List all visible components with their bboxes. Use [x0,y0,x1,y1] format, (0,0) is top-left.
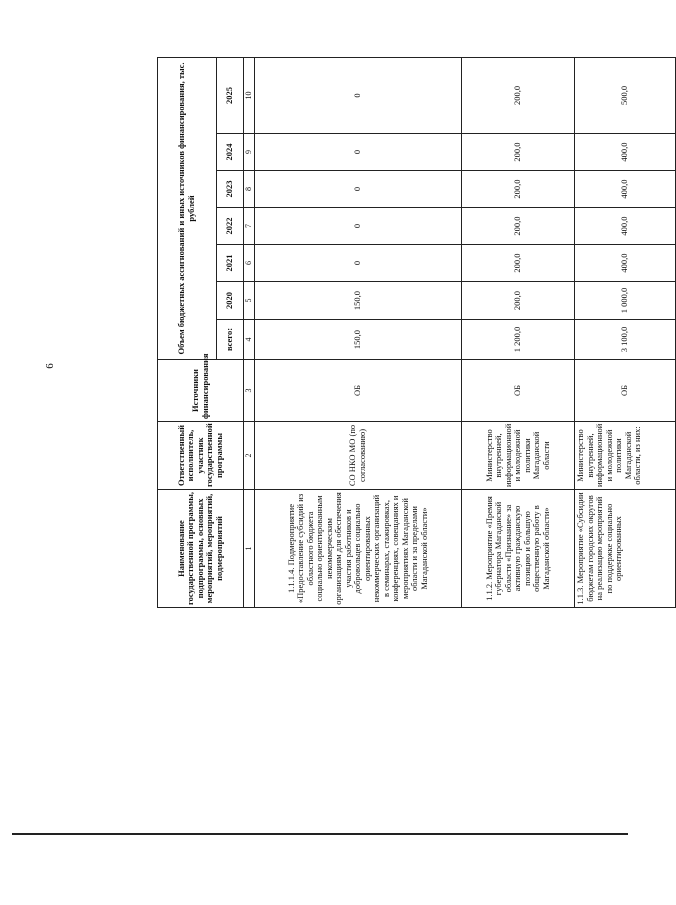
header-source: Источники финансирования [158,360,244,422]
budget-table [157,57,676,608]
row-executor: Министерство внутренней, информационной и молодежной политики Магаданской области [462,422,575,490]
table-row [462,57,575,607]
header-total: всего: [217,320,244,360]
column-number: 4 [244,320,255,360]
column-number: 10 [244,57,255,133]
row-executor: Министерство внутренней, информационной и молодежной политики Магаданской области, из них: [575,422,676,490]
row-value-2025: 0 [255,57,462,133]
row-value-2025: 500,0 [575,57,676,133]
row-value-2021: 200,0 [462,245,575,282]
row-value-2022: 200,0 [462,208,575,245]
header-year-2021: 2021 [217,245,244,282]
column-number: 5 [244,282,255,320]
column-number: 7 [244,208,255,245]
column-number: 9 [244,134,255,171]
row-total: 150,0 [255,320,462,360]
row-value-2024: 400,0 [575,134,676,171]
row-executor: СО НКО МО (по согласованию) [255,422,462,490]
header-name: Наименование государственной программы, подпрограммы, основных мероприятий, мероприятий, подмероприятий [158,490,244,608]
column-number: 8 [244,171,255,208]
row-name: 1.1.1.4. Подмероприятие «Предоставление субсидий из областного бюджета социально ориентированным некоммерческим организациям для обеспечения участия работников и добровольцев социально ориентированных некоммерческих организаций в семинарах, стажировках, конференциях, совещаниях и мероприятиях Магаданской области и за пределами Магаданской области» [255,490,462,608]
column-number: 2 [244,422,255,490]
rotated-table-container [157,58,643,608]
header-executor: Ответственный исполнитель, участник государственной программы [158,422,244,490]
horizontal-divider [12,833,628,835]
page-number: 6 [43,363,56,369]
table-row [575,57,676,607]
row-name: 1.1.2. Мероприятие «Премия губернатора Магаданской области «Признание» за активную гражданскую позицию и большую общественную работу в Магаданской области» [462,490,575,608]
header-year-2022: 2022 [217,208,244,245]
row-value-2025: 200,0 [462,57,575,133]
row-total: 3 100,0 [575,320,676,360]
row-value-2022: 400,0 [575,208,676,245]
row-source: ОБ [255,360,462,422]
header-year-2024: 2024 [217,134,244,171]
row-total: 1 200,0 [462,320,575,360]
row-value-2020: 200,0 [462,282,575,320]
row-value-2023: 200,0 [462,171,575,208]
row-value-2024: 200,0 [462,134,575,171]
column-number: 1 [244,490,255,608]
row-source: ОБ [462,360,575,422]
row-name: 1.1.3. Мероприятие «Субсидии бюджетам городских округов на реализацию мероприятий по поддержке социально ориентированных [575,490,676,608]
table-row [255,57,462,607]
row-value-2023: 400,0 [575,171,676,208]
row-source: ОБ [575,360,676,422]
row-value-2021: 0 [255,245,462,282]
column-number-row [244,57,255,607]
column-number: 6 [244,245,255,282]
header-year-2020: 2020 [217,282,244,320]
row-value-2020: 150,0 [255,282,462,320]
row-value-2024: 0 [255,134,462,171]
row-value-2021: 400,0 [575,245,676,282]
header-volume: Объем бюджетных ассигнований и иных источников финансирования, тыс. рублей [158,57,217,359]
header-year-2025: 2025 [217,57,244,133]
column-number: 3 [244,360,255,422]
header-year-2023: 2023 [217,171,244,208]
row-value-2023: 0 [255,171,462,208]
row-value-2020: 1 000,0 [575,282,676,320]
row-value-2022: 0 [255,208,462,245]
